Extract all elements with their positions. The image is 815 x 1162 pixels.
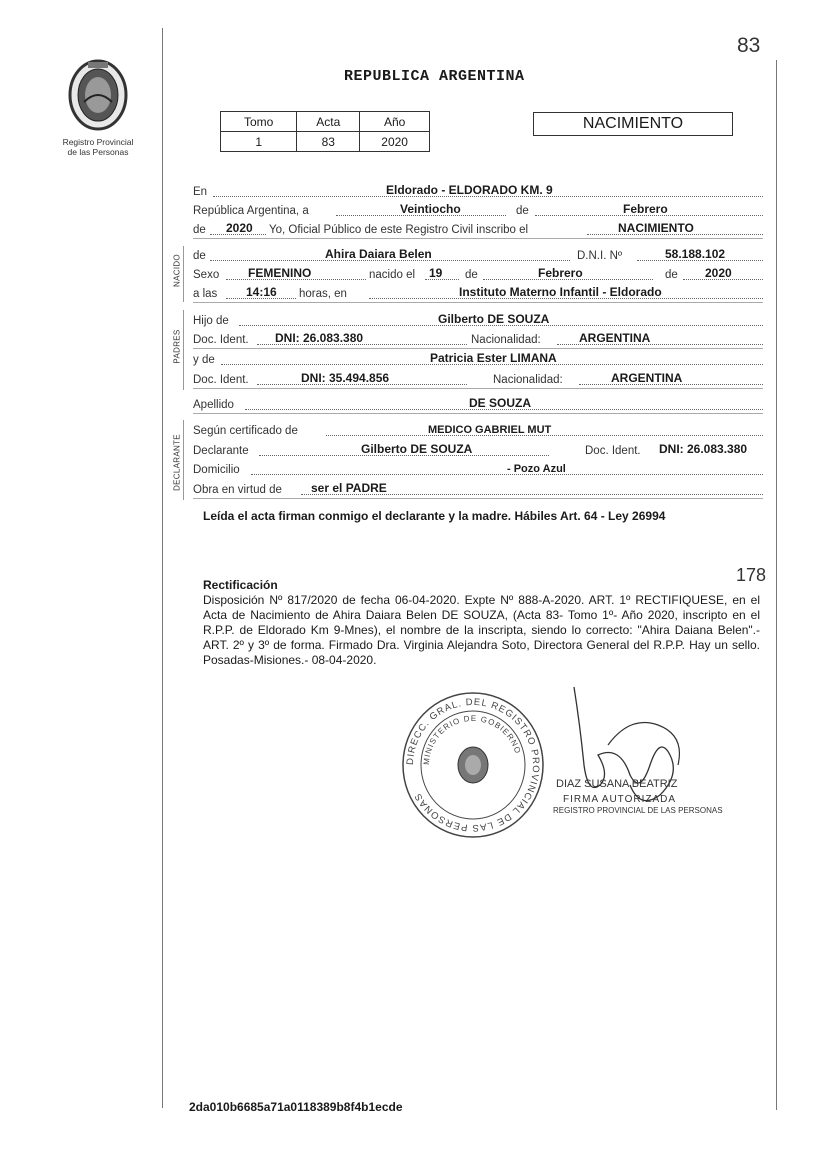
father-name: Gilberto DE SOUZA	[438, 312, 550, 326]
row-republica: República Argentina, a Veintiocho de Febrero	[193, 201, 763, 219]
row-en: En Eldorado - ELDORADO KM. 9	[193, 182, 763, 200]
row-de-anio: de 2020 Yo, Oficial Público de este Registro Civil inscribo el NACIMIENTO	[193, 220, 763, 239]
registry-label: Registro Provincial de las Personas	[62, 137, 134, 157]
row-y-de: y de Patricia Ester LIMANA	[193, 350, 763, 368]
right-margin-line	[776, 60, 777, 1110]
left-margin-line	[162, 28, 163, 1108]
rectification-body: Disposición Nº 817/2020 de fecha 06-04-2020. Expte Nº 888-A-2020. ART. 1º RECTIFIQUESE, en el Acta de Nacimiento de Ahira Daiara Belen DE SOUZA, (Acta 83- Tomo 1º- Año 2020, inscripto en el R.P.P. de Eldorado Km 9-Mnes), el nombre de la inscripta, siendo lo correcto: "Ahira Daiana Belen".- ART. 2º y 3º de forma. Firmado Dra. Virginia Alejandra Soto, Directora General del R.P.P. Hay un sello. Posadas-Misiones.- 08-04-2020.	[203, 593, 760, 667]
side-label-declarante: DECLARANTE	[172, 434, 182, 491]
provincial-seal-logo	[66, 58, 130, 132]
official-stamp	[398, 690, 548, 840]
stamp-inner-text: MINISTERIO DE GOBIERNO	[421, 713, 523, 766]
row-domicilio: Domicilio - Pozo Azul	[193, 460, 763, 478]
closing-statement: Leída el acta firman conmigo el declarante y la madre. Hábiles Art. 64 - Ley 26994	[203, 509, 666, 523]
row-nombre: de Ahira Daiara Belen D.N.I. Nº 58.188.102	[193, 246, 763, 264]
rectification-number: 178	[736, 565, 767, 585]
mother-name: Patricia Ester LIMANA	[430, 351, 557, 365]
page-number: 83	[737, 34, 761, 57]
rectification-title: Rectificación	[203, 578, 278, 592]
place-value: Eldorado - ELDORADO KM. 9	[386, 183, 553, 197]
surname-value: DE SOUZA	[469, 396, 532, 410]
child-name: Ahira Daiara Belen	[325, 247, 432, 261]
signer-role: FIRMA AUTORIZADA	[563, 794, 677, 805]
row-segun: Según certificado de MEDICO GABRIEL MUT	[193, 421, 763, 439]
side-label-nacido: NACIDO	[172, 254, 182, 287]
row-hijo-de: Hijo de Gilberto DE SOUZA	[193, 311, 763, 329]
side-divider-padres	[183, 310, 184, 390]
row-sexo: Sexo FEMENINO nacido el 19 de Febrero de 2020	[193, 265, 763, 283]
row-declarante: Declarante Gilberto DE SOUZA Doc. Ident. DNI: 26.083.380	[193, 442, 748, 457]
header-tomo: Tomo	[221, 112, 297, 132]
row-apellido: Apellido DE SOUZA	[193, 395, 763, 414]
side-divider-nacido	[183, 246, 184, 302]
value-anio: 2020	[360, 132, 430, 152]
signer-org: REGISTRO PROVINCIAL DE LAS PERSONAS	[553, 806, 723, 815]
row-madre-doc: Doc. Ident. DNI: 35.494.856 Nacionalidad: ARGENTINA	[193, 370, 763, 389]
stamp-outer-text: DIRECC. GRAL. DEL REGISTRO PROVINCIAL DE LAS PERSONAS	[404, 696, 542, 834]
signer-name: DIAZ SUSANA BEATRIZ	[556, 778, 678, 790]
document-type-box: NACIMIENTO	[533, 112, 733, 136]
side-divider-declarante	[183, 420, 184, 500]
document-hash: 2da010b6685a71a0118389b8f4b1ecde	[189, 1100, 403, 1114]
row-hora-lugar: a las 14:16 horas, en Instituto Materno Infantil - Eldorado	[193, 284, 763, 303]
side-label-padres: PADRES	[172, 329, 182, 364]
header-anio: Año	[360, 112, 430, 132]
document-title: REPUBLICA ARGENTINA	[344, 68, 525, 85]
row-obra: Obra en virtud de ser el PADRE	[193, 480, 763, 499]
record-table	[220, 111, 430, 152]
header-acta: Acta	[297, 112, 360, 132]
row-padre-doc: Doc. Ident. DNI: 26.083.380 Nacionalidad: ARGENTINA	[193, 330, 763, 349]
value-acta: 83	[297, 132, 360, 152]
value-tomo: 1	[221, 132, 297, 152]
